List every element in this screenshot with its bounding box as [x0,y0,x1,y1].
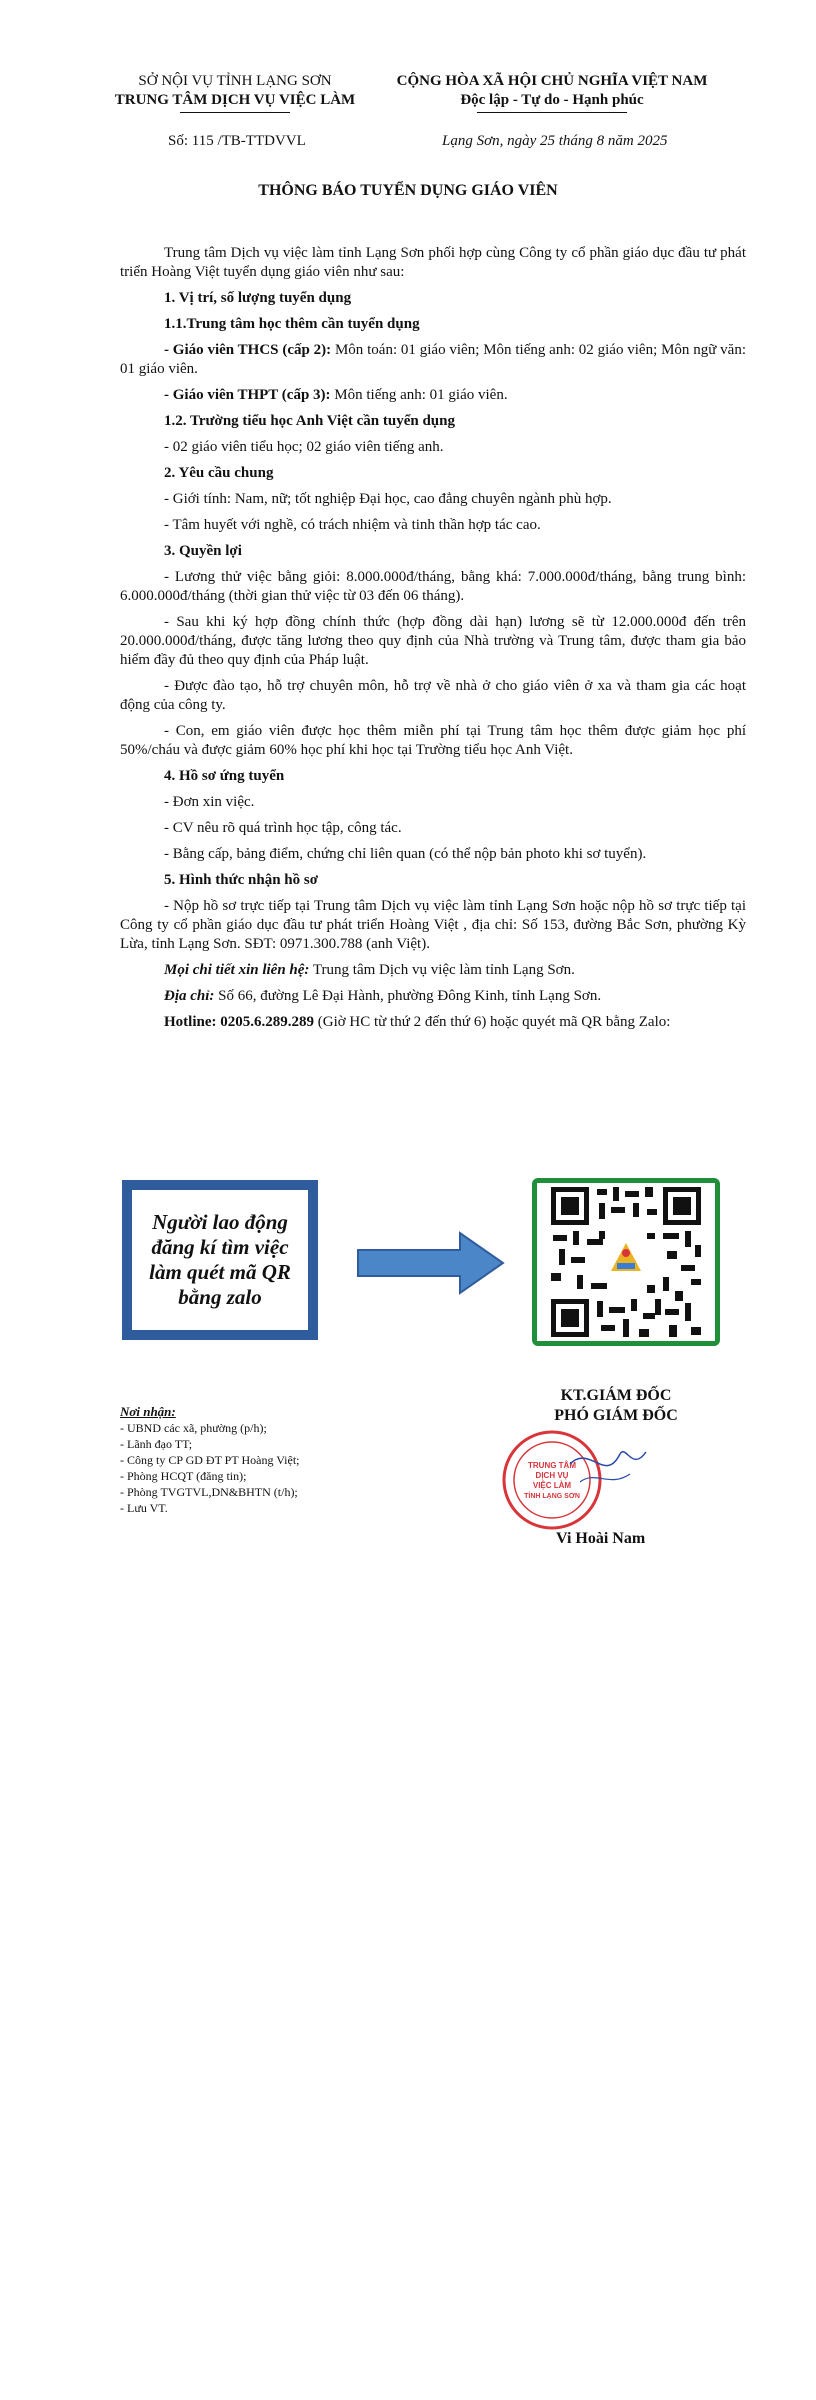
requirement-item: - Giới tính: Nam, nữ; tốt nghiệp Đại học, cao đẳng chuyên ngành phù hợp. [164,491,612,507]
recipients-title: Nơi nhận: [120,1404,176,1419]
address-line [120,987,746,1006]
address-label: Địa chỉ: [164,988,215,1004]
signature-line2: PHÓ GIÁM ĐỐC [554,1407,678,1424]
section-4-heading: 4. Hồ sơ ứng tuyển [164,768,285,784]
signature-line1: KT.GIÁM ĐỐC [560,1387,672,1404]
section-1-2-text: - 02 giáo viên tiểu học; 02 giáo viên tiếng anh. [164,439,444,455]
motto-underline [477,112,627,113]
country-line1: CỘNG HÒA XÃ HỘI CHỦ NGHĨA VIỆT NAM [396,73,708,89]
signer-name: Vi Hoài Nam [556,1530,646,1547]
contact-label: Mọi chi tiết xin liên hệ: [164,962,310,978]
recipient-item: - Lưu VT. [120,1501,168,1515]
section-5-heading: 5. Hình thức nhận hồ sơ [164,872,319,888]
thpt-paragraph [120,386,746,405]
benefit-item: - Sau khi ký hợp đồng chính thức (hợp đồng dài hạn) lương sẽ từ 12.000.000đ đến trên 20.000.000đ/tháng, được tăng lương theo quy định của Nhà trường và Trung tâm, được tham gia bảo hiểm đầy đủ theo quy định của Pháp luật. [120,614,746,668]
arrow-right-icon [356,1230,506,1296]
agency-header [110,72,360,113]
thpt-label: - Giáo viên THPT (cấp 3): [164,387,331,403]
recipient-item: - Công ty CP GD ĐT PT Hoàng Việt; [120,1453,300,1467]
poster-text: Người lao động đăng kí tìm việc làm quét mã QR bằng zalo [132,1190,308,1330]
document-number: Số: 115 /TB-TTDVVL [168,133,306,149]
contact-line [120,961,746,980]
country-motto: Độc lập - Tự do - Hạnh phúc [460,92,644,108]
recipient-item: - UBND các xã, phường (p/h); [120,1421,267,1435]
svg-text:TRUNG TÂM: TRUNG TÂM [528,1461,576,1470]
agency-line1: SỞ NỘI VỤ TỈNH LẠNG SƠN [138,73,332,89]
thcs-label: - Giáo viên THCS (cấp 2): [164,342,332,358]
requirement-item: - Tâm huyết với nghề, có trách nhiệm và tinh thần hợp tác cao. [164,517,541,533]
qr-code-frame[interactable] [532,1178,720,1346]
address-text: Số 66, đường Lê Đại Hành, phường Đông Kinh, tỉnh Lạng Sơn. [214,988,602,1004]
document-date: Lạng Sơn, ngày 25 tháng 8 năm 2025 [442,133,668,149]
intro-paragraph: Trung tâm Dịch vụ việc làm tỉnh Lạng Sơn phối hợp cùng Công ty cổ phần giáo dục đầu tư phát triển Hoàng Việt tuyển dụng giáo viên như sau: [120,245,746,280]
country-header [392,72,712,113]
hotline-label: Hotline: 0205.6.289.289 [164,1014,314,1030]
official-seal [500,1424,650,1534]
svg-text:TỈNH LẠNG SƠN: TỈNH LẠNG SƠN [524,1493,580,1500]
hotline-text: (Giờ HC từ thứ 2 đến thứ 6) hoặc quyét mã QR bằng Zalo: [314,1014,671,1030]
thcs-text: Môn toán: 01 giáo viên; Môn tiếng anh: 02 giáo viên; Môn ngữ văn: 01 giáo viên. [120,342,747,377]
contact-text: Trung tâm Dịch vụ việc làm tỉnh Lạng Sơn. [309,962,575,978]
section-2-heading: 2. Yêu cầu chung [164,465,274,481]
agency-underline [180,112,290,113]
thpt-text: Môn tiếng anh: 01 giáo viên. [330,387,508,403]
section-3-heading: 3. Quyền lợi [164,543,242,559]
recipient-item: - Lãnh đạo TT; [120,1437,193,1451]
document-title: THÔNG BÁO TUYỂN DỤNG GIÁO VIÊN [258,182,558,199]
section-1-heading: 1. Vị trí, số lượng tuyển dụng [164,290,352,306]
application-item: - Bằng cấp, bảng điểm, chứng chỉ liên quan (có thể nộp bản photo khi sơ tuyển). [164,846,647,862]
benefit-item: - Con, em giáo viên được học thêm miễn phí tại Trung tâm học thêm được giảm học phí 50%/cháu và được giảm 60% học phí khi học tại Trường tiểu học Anh Việt. [120,723,746,758]
submission-text: - Nộp hồ sơ trực tiếp tại Trung tâm Dịch vụ việc làm tỉnh Lạng Sơn hoặc nộp hồ sơ trực tiếp tại Công ty cổ phần giáo dục đầu tư phát triển Hoàng Việt , địa chỉ: Số 153, đường Bắc Sơn, phường Kỳ Lừa, tỉnh Lạng Sơn. SĐT: 0971.300.788 (anh Việt). [120,898,746,952]
signature-block [496,1386,736,1426]
application-item: - Đơn xin việc. [164,794,255,810]
zalo-poster-box [122,1180,318,1340]
agency-line2: TRUNG TÂM DỊCH VỤ VIỆC LÀM [114,92,356,108]
document-body [120,244,746,1039]
benefit-item: - Lương thử việc bằng giỏi: 8.000.000đ/tháng, bằng khá: 7.000.000đ/tháng, bằng trung bình: 6.000.000đ/tháng (thời gian thử việc từ 03 đến 06 tháng). [120,569,746,604]
svg-text:VIỆC LÀM: VIỆC LÀM [532,1481,572,1490]
recipients-block [120,1404,300,1516]
section-1-1-heading: 1.1.Trung tâm học thêm cần tuyển dụng [164,316,420,332]
hotline-line [120,1013,746,1032]
section-1-2-heading: 1.2. Trường tiểu học Anh Việt cần tuyển dụng [164,413,455,429]
benefit-item: - Được đào tạo, hỗ trợ chuyên môn, hỗ trợ về nhà ở cho giáo viên ở xa và tham gia các hoạt động của công ty. [120,678,746,713]
svg-text:DỊCH VỤ: DỊCH VỤ [535,1471,569,1480]
application-item: - CV nêu rõ quá trình học tập, công tác. [164,820,402,836]
recipient-item: - Phòng HCQT (đăng tin); [120,1469,247,1483]
recipient-item: - Phòng TVGTVL,DN&BHTN (t/h); [120,1485,298,1499]
qr-code-icon[interactable] [537,1183,715,1341]
thcs-paragraph [120,341,746,379]
